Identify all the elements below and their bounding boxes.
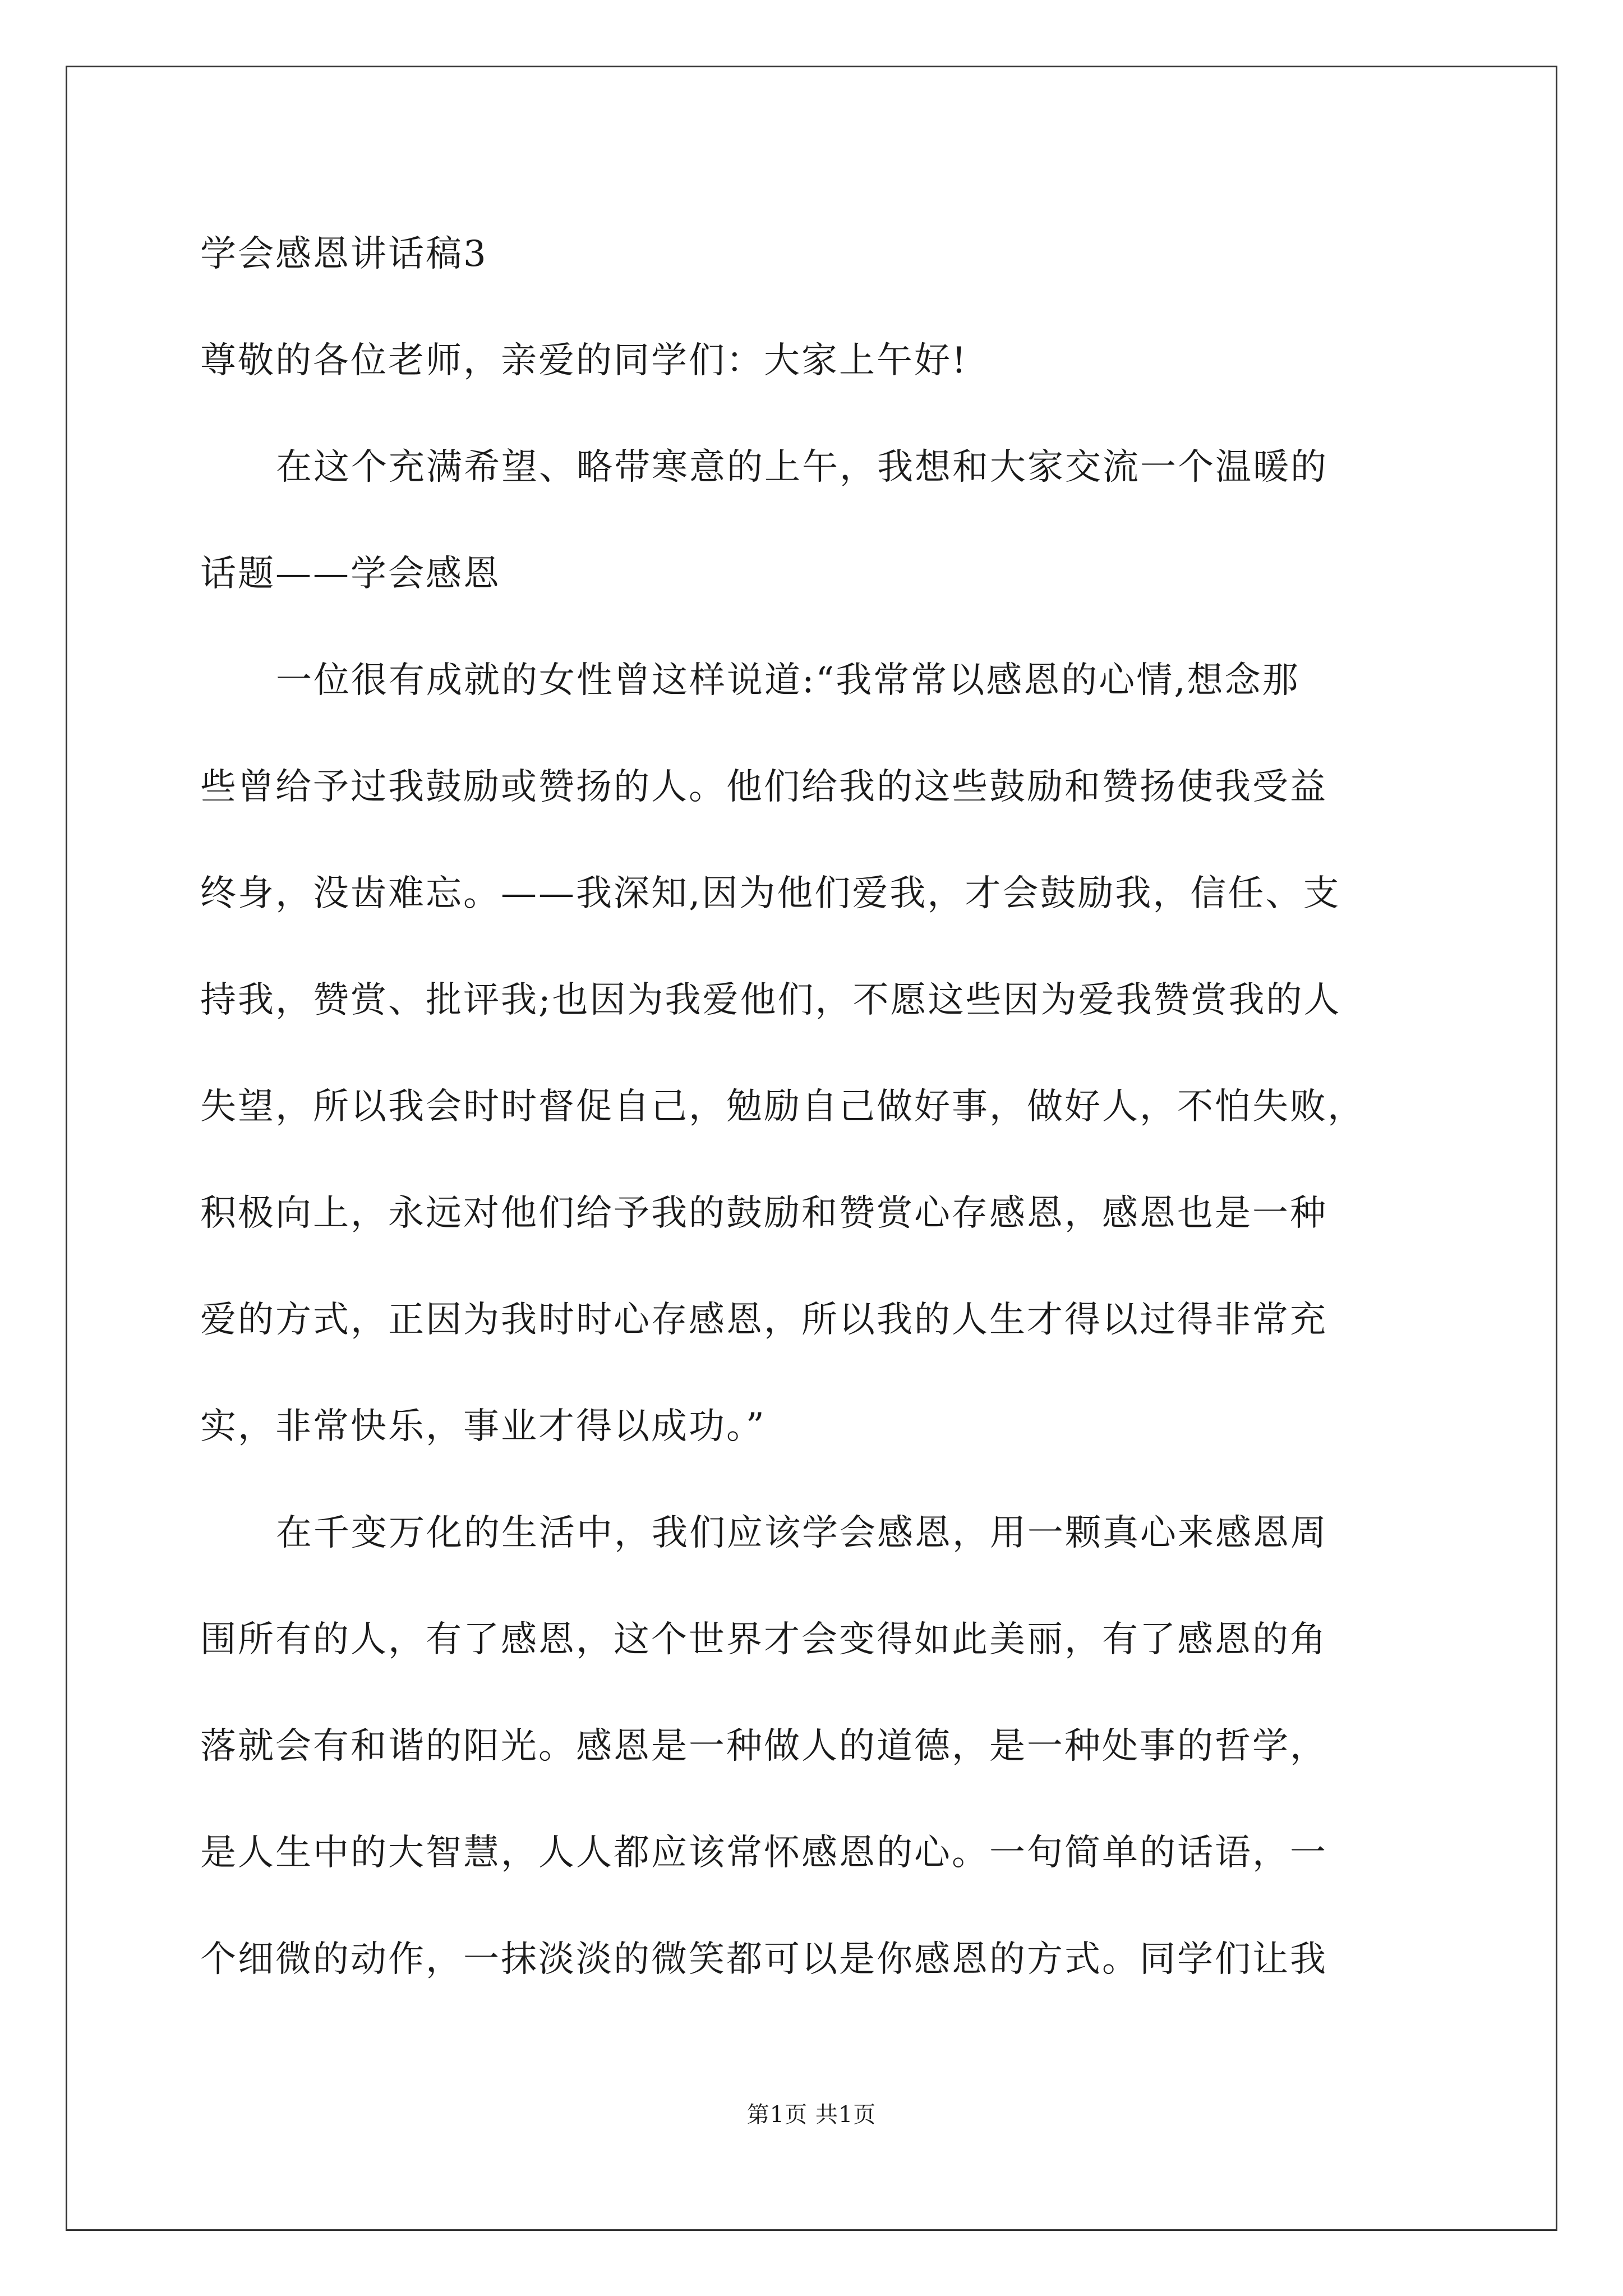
paragraph-line: 在千变万化的生活中，我们应该学会感恩，用一颗真心来感恩周 <box>276 1512 1328 1554</box>
paragraph-line: 爱的方式，正因为我时时心存感恩，所以我的人生才得以过得非常充 <box>200 1299 1327 1341</box>
paragraph-line: 一位很有成就的女性曾这样说道:“我常常以感恩的心情,想念那 <box>276 660 1300 701</box>
paragraph-line: 围所有的人，有了感恩，这个世界才会变得如此美丽，有了感恩的角 <box>200 1619 1327 1660</box>
paragraph-line: 落就会有和谐的阳光。感恩是一种做人的道德，是一种处事的哲学， <box>200 1726 1327 1767</box>
document-title: 学会感恩讲话稿3 <box>200 233 488 275</box>
paragraph-line: 失望，所以我会时时督促自己，勉励自己做好事，做好人，不怕失败， <box>200 1086 1365 1128</box>
paragraph-line: 些曾给予过我鼓励或赞扬的人。他们给我的这些鼓励和赞扬使我受益 <box>200 766 1327 808</box>
paragraph-line: 是人生中的大智慧，人人都应该常怀感恩的心。一句简单的话语，一 <box>200 1832 1327 1874</box>
paragraph-line: 实，非常快乐，事业才得以成功。” <box>200 1406 766 1447</box>
paragraph-line: 话题——学会感恩 <box>200 553 501 595</box>
paragraph-line: 终身，没齿难忘。——我深知,因为他们爱我，才会鼓励我，信任、支 <box>200 873 1341 914</box>
page-footer: 第1页 共1页 <box>746 2102 877 2128</box>
paragraph-line: 在这个充满希望、略带寒意的上午，我想和大家交流一个温暖的 <box>276 447 1328 488</box>
greeting-line: 尊敬的各位老师，亲爱的同学们：大家上午好! <box>200 340 968 381</box>
document-body <box>200 223 1428 2035</box>
paragraph-line: 个细微的动作，一抹淡淡的微笑都可以是你感恩的方式。同学们让我 <box>200 1939 1327 1980</box>
paragraph-line: 持我，赞赏、批评我;也因为我爱他们，不愿这些因为爱我赞赏我的人 <box>200 979 1341 1021</box>
paragraph-line: 积极向上，永远对他们给予我的鼓励和赞赏心存感恩，感恩也是一种 <box>200 1193 1327 1234</box>
